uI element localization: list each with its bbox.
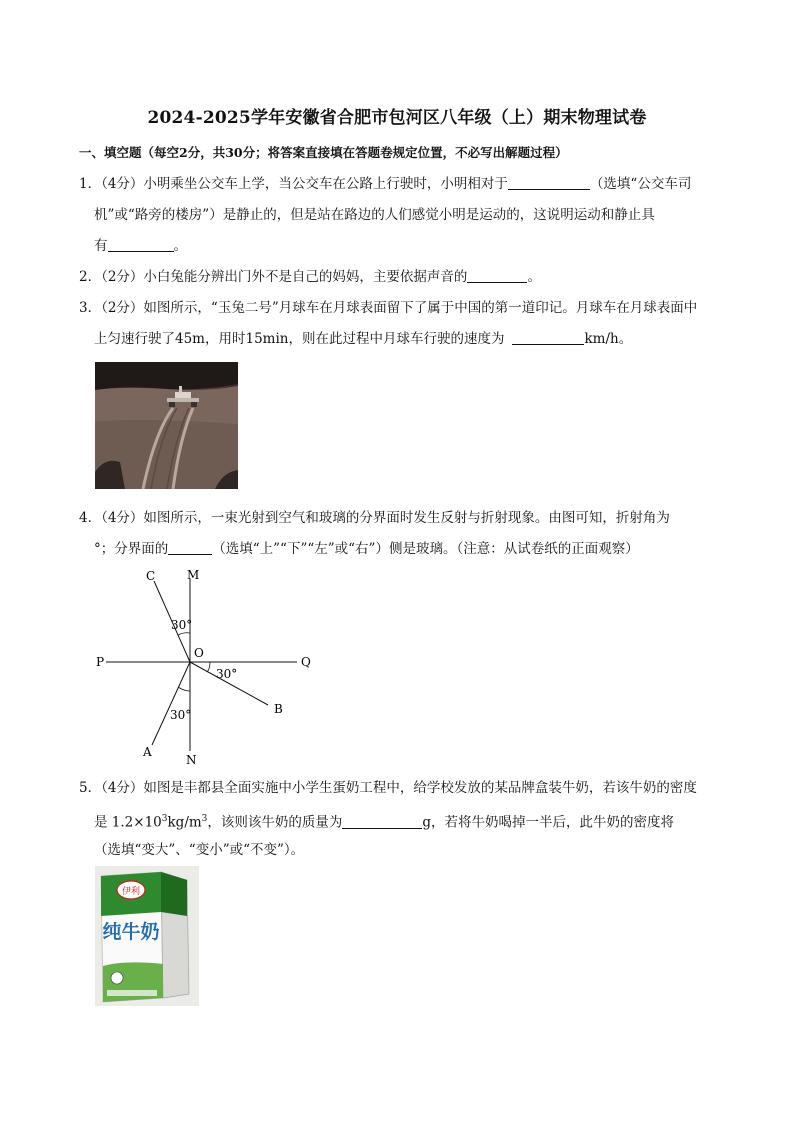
q2-blank[interactable] bbox=[467, 268, 527, 283]
q3-line-2 bbox=[94, 330, 632, 348]
q5-line-2 bbox=[94, 810, 674, 832]
section-heading: 一、填空题（每空2分，共30分；将答案直接填在答题卷规定位置，不必写出解题过程） bbox=[79, 145, 568, 160]
q1-text-b: （选填“公交车司 bbox=[589, 176, 692, 192]
milk-logo-text: 伊利 bbox=[121, 887, 141, 897]
moon-rover-illustration bbox=[95, 362, 238, 489]
q1-blank-2[interactable] bbox=[108, 237, 174, 252]
q3-blank[interactable] bbox=[512, 330, 584, 345]
ray-oa bbox=[152, 662, 190, 745]
angle-arc-right bbox=[207, 662, 210, 672]
q2-text-a: 2．（2分）小白兔能分辨出门外不是自己的妈妈，主要依据声音的 bbox=[79, 269, 468, 285]
milk-brand-text: 纯牛奶 bbox=[102, 921, 160, 943]
q5-sup-2: 3 bbox=[201, 814, 208, 824]
label-p: P bbox=[96, 655, 105, 669]
label-a: A bbox=[143, 745, 152, 759]
reflection-refraction-diagram bbox=[92, 565, 322, 770]
page-title: 2024-2025学年安徽省合肥市包河区八年级（上）期末物理试卷 bbox=[147, 108, 647, 128]
angle-label-upper: 30° bbox=[171, 618, 193, 632]
milk-carton-illustration bbox=[95, 866, 199, 1006]
q5-text-b: kg/m bbox=[167, 814, 202, 831]
q2-line-1 bbox=[79, 268, 541, 286]
q5-line-1: 5．（4分）如图是丰都县全面实施中小学生蛋奶工程中，给学校发放的某品牌盒装牛奶，若该牛奶的密度 bbox=[79, 780, 697, 796]
q2-text-b: 。 bbox=[527, 269, 541, 285]
label-b: B bbox=[274, 702, 283, 716]
q3-line-1: 3．（2分）如图所示，“玉兔二号”月球车在月球表面留下了属于中国的第一道印记。月球车在月球表面中 bbox=[79, 300, 698, 316]
q4-line-1: 4．（4分）如图所示，一束光射到空气和玻璃的分界面时发生反射与折射现象。由图可知，折射角为 bbox=[79, 510, 670, 526]
q5-text-a: 是 1.2×10 bbox=[94, 814, 162, 831]
q3-text-a: 上匀速行驶了45m，用时15min，则在此过程中月球车行驶的速度为 bbox=[94, 331, 505, 347]
q1-line-3 bbox=[94, 237, 187, 255]
label-q: Q bbox=[301, 655, 311, 669]
q5-text-d: g，若将牛奶喝掉一半后，此牛奶的密度将 bbox=[422, 814, 675, 831]
q1-blank-1[interactable] bbox=[508, 175, 590, 190]
label-c: C bbox=[146, 569, 156, 583]
angle-arc-lower bbox=[178, 687, 190, 691]
angle-label-right: 30° bbox=[216, 667, 238, 681]
q5-blank-1[interactable] bbox=[342, 814, 422, 829]
q1-text-d: 。 bbox=[173, 238, 187, 254]
q3-text-b: km/h。 bbox=[584, 331, 633, 347]
q1-text-c: 有 bbox=[94, 238, 108, 254]
q1-text-a: 1．（4分）小明乘坐公交车上学，当公交车在公路上行驶时，小明相对于 bbox=[79, 176, 508, 192]
q4-text-b: （选填“上”“下”“左”或“右”）侧是玻璃。（注意：从试卷纸的正面观察） bbox=[212, 541, 639, 557]
label-n: N bbox=[186, 753, 197, 767]
angle-arc-upper bbox=[178, 633, 190, 635]
label-o: O bbox=[194, 646, 204, 660]
q1-line-1 bbox=[79, 175, 691, 193]
q4-blank[interactable] bbox=[168, 540, 212, 555]
q4-text-a: °；分界面的 bbox=[94, 541, 169, 557]
angle-label-lower: 30° bbox=[170, 708, 192, 722]
label-m: M bbox=[187, 568, 200, 582]
q5-text-c: ，该则该牛奶的质量为 bbox=[207, 814, 343, 831]
q5-sup-1: 3 bbox=[161, 814, 168, 824]
milk-carton-photo bbox=[95, 866, 199, 1006]
q5-line-3: （选填“变大”、“变小”或“不变”）。 bbox=[94, 842, 305, 858]
q1-line-2: 机”或“路旁的楼房”）是静止的，但是站在路边的人们感觉小明是运动的，这说明运动和静止具 bbox=[94, 207, 655, 223]
q4-line-2 bbox=[94, 540, 639, 558]
moon-rover-photo bbox=[95, 362, 238, 489]
